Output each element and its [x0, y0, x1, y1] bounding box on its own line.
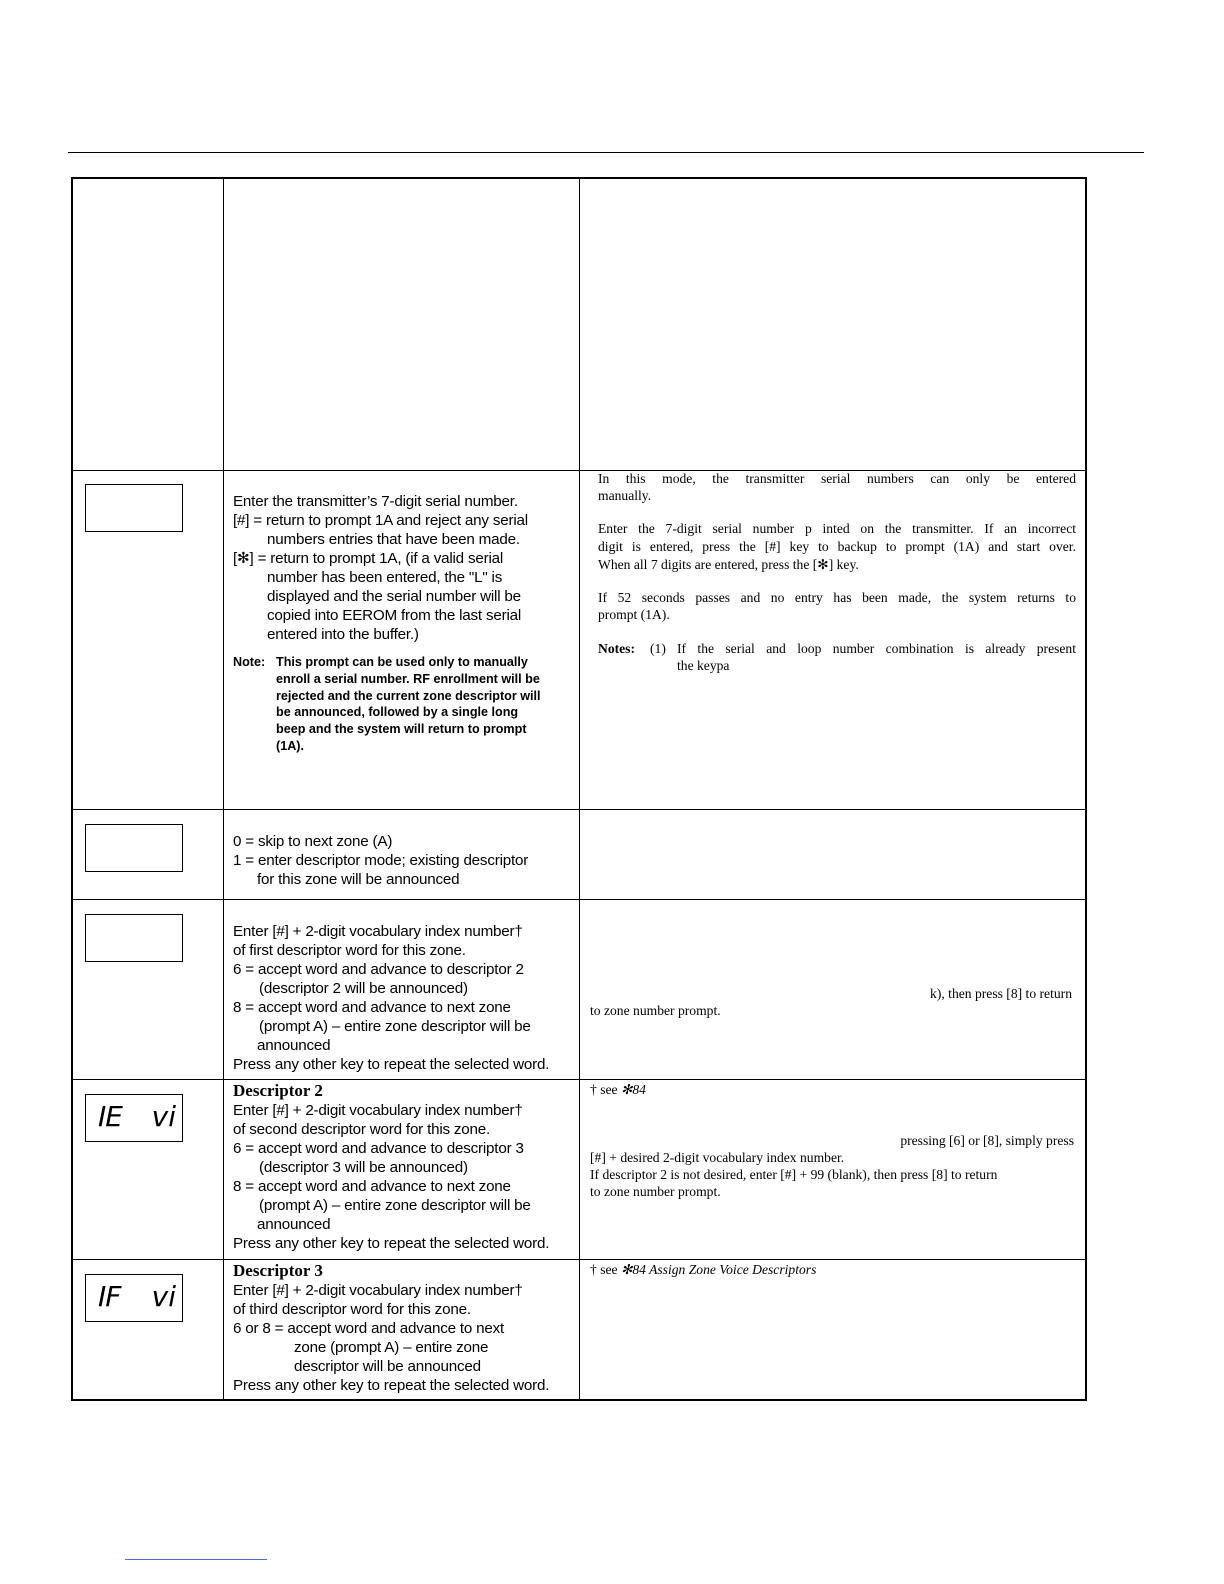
note-line: rejected and the current zone descriptor will: [276, 688, 541, 703]
note-line: This prompt can be used only to manually: [276, 655, 528, 669]
programming-table: [71, 177, 1087, 1401]
explanation-line: When all 7 digits are entered, press the [✻] key.: [598, 557, 859, 572]
instruction-line: displayed and the serial number will be: [267, 588, 521, 605]
descriptor-1-instructions: [233, 922, 578, 1074]
keypad-display-blank: [85, 914, 183, 962]
keypad-display-1e: [85, 1094, 183, 1142]
explanation-line: digit is entered, press the [#] key to backup to prompt (1A) and start over.: [598, 539, 1076, 554]
note-line: enroll a serial number. RF enrollment will be: [276, 671, 540, 686]
instruction-line: Press any other key to repeat the selected word.: [233, 1056, 550, 1073]
keypad-display-1f: [85, 1274, 183, 1322]
notes-label: Notes:: [598, 641, 635, 656]
descriptor-3-explanation: [590, 1261, 1074, 1278]
instruction-line: 0 = skip to next zone (A): [233, 833, 393, 850]
instruction-line: of second descriptor word for this zone.: [233, 1121, 491, 1138]
instruction-line: Enter [#] + 2-digit vocabulary index number†: [233, 923, 523, 940]
instruction-line: Enter [#] + 2-digit vocabulary index number†: [233, 1282, 523, 1299]
note-label: Note:: [233, 655, 266, 669]
notes-number: (1): [650, 641, 666, 656]
descriptor-mode-instructions: [233, 832, 578, 889]
serial-notes: [598, 640, 1076, 674]
instruction-line: 1 = enter descriptor mode; existing descriptor: [233, 852, 529, 869]
instruction-line: 8 = accept word and advance to next zone: [233, 1178, 511, 1195]
row-divider: [73, 899, 1085, 900]
explanation-line: manually.: [598, 488, 652, 503]
descriptor-3-instructions: [233, 1261, 578, 1395]
keypad-display-blank: [85, 824, 183, 872]
instruction-line: 6 = accept word and advance to descriptor 2: [233, 961, 524, 978]
column-divider: [579, 179, 580, 1399]
note-line: beep and the system will return to prompt: [276, 722, 527, 737]
row-divider: [73, 1079, 1085, 1080]
reference-line: † see ✻84 Assign Zone Voice Descriptors: [590, 1262, 817, 1277]
instruction-line: Enter [#] + 2-digit vocabulary index number†: [233, 1102, 523, 1119]
column-divider: [223, 179, 224, 1399]
descriptor-2-instructions: [233, 1081, 578, 1253]
instruction-line: copied into EEROM from the last serial: [267, 607, 522, 624]
explanation-line: If 52 seconds passes and no entry has been made, the system returns to: [598, 590, 1076, 605]
explanation-line: Enter the 7-digit serial number p inted on the transmitter. If an incorrect: [598, 521, 1076, 536]
instruction-line: 8 = accept word and advance to next zone: [233, 999, 511, 1016]
instruction-line: announced: [257, 1216, 331, 1233]
explanation-line: pressing [6] or [8], simply press: [900, 1133, 1074, 1148]
instruction-line: (descriptor 2 will be announced): [259, 980, 468, 997]
row-divider: [73, 809, 1085, 810]
explanation-line: k), then press [8] to return: [930, 986, 1072, 1001]
header-rule: [68, 152, 1144, 153]
notes-line: If the serial and loop number combination is already present: [677, 641, 1076, 656]
instruction-line: of third descriptor word for this zone.: [233, 1301, 471, 1318]
descriptor-3-title: Descriptor 3: [233, 1261, 323, 1280]
explanation-line: In this mode, the transmitter serial numbers can only be entered: [598, 471, 1076, 486]
instruction-line: numbers entries that have been made.: [267, 531, 520, 548]
notes-line: the keypa: [677, 658, 730, 673]
keypad-display-blank: [85, 484, 183, 532]
row-divider: [73, 1259, 1085, 1260]
display-prompt-code: IF: [98, 1280, 121, 1313]
manual-enroll-note: [233, 654, 573, 755]
reference-line: † see ✻84: [590, 1082, 646, 1097]
serial-entry-explanation: [598, 470, 1076, 623]
instruction-line: announced: [257, 1037, 331, 1054]
explanation-line: [#] + desired 2-digit vocabulary index number.: [590, 1150, 845, 1165]
explanation-line: prompt (1A).: [598, 607, 670, 622]
descriptor-2-explanation: [590, 1081, 1074, 1200]
instruction-line: of first descriptor word for this zone.: [233, 942, 466, 959]
instruction-line: (descriptor 3 will be announced): [259, 1159, 468, 1176]
display-mode-code: vi: [151, 1100, 176, 1133]
instruction-line: [#] = return to prompt 1A and reject any serial: [233, 512, 528, 529]
instruction-line: descriptor will be announced: [294, 1358, 481, 1375]
instruction-line: Press any other key to repeat the selected word.: [233, 1235, 550, 1252]
explanation-line: to zone number prompt.: [590, 1184, 721, 1199]
note-line: be announced, followed by a single long: [276, 705, 519, 720]
instruction-line: [✻] = return to prompt 1A, (if a valid serial: [233, 550, 504, 567]
serial-entry-instructions: [233, 492, 578, 644]
instruction-line: zone (prompt A) – entire zone: [294, 1339, 489, 1356]
instruction-line: number has been entered, the "L" is: [267, 569, 503, 586]
instruction-line: for this zone will be announced: [257, 871, 460, 888]
explanation-line: If descriptor 2 is not desired, enter [#] + 99 (blank), then press [8] to return: [590, 1167, 998, 1182]
instruction-line: (prompt A) – entire zone descriptor will be: [259, 1197, 531, 1214]
instruction-line: 6 = accept word and advance to descriptor 3: [233, 1140, 524, 1157]
display-prompt-code: IE: [98, 1100, 122, 1133]
explanation-line: to zone number prompt.: [590, 1003, 721, 1018]
footer-link-underline: [125, 1559, 267, 1560]
descriptor-1-explanation: [590, 985, 1072, 1019]
note-line: (1A).: [276, 738, 304, 753]
instruction-line: Press any other key to repeat the selected word.: [233, 1377, 550, 1394]
display-mode-code: vi: [151, 1280, 176, 1313]
descriptor-2-title: Descriptor 2: [233, 1081, 323, 1100]
instruction-line: entered into the buffer.): [267, 626, 419, 643]
instruction-line: 6 or 8 = accept word and advance to next: [233, 1320, 505, 1337]
instruction-line: Enter the transmitter’s 7-digit serial number.: [233, 493, 518, 510]
instruction-line: (prompt A) – entire zone descriptor will be: [259, 1018, 531, 1035]
